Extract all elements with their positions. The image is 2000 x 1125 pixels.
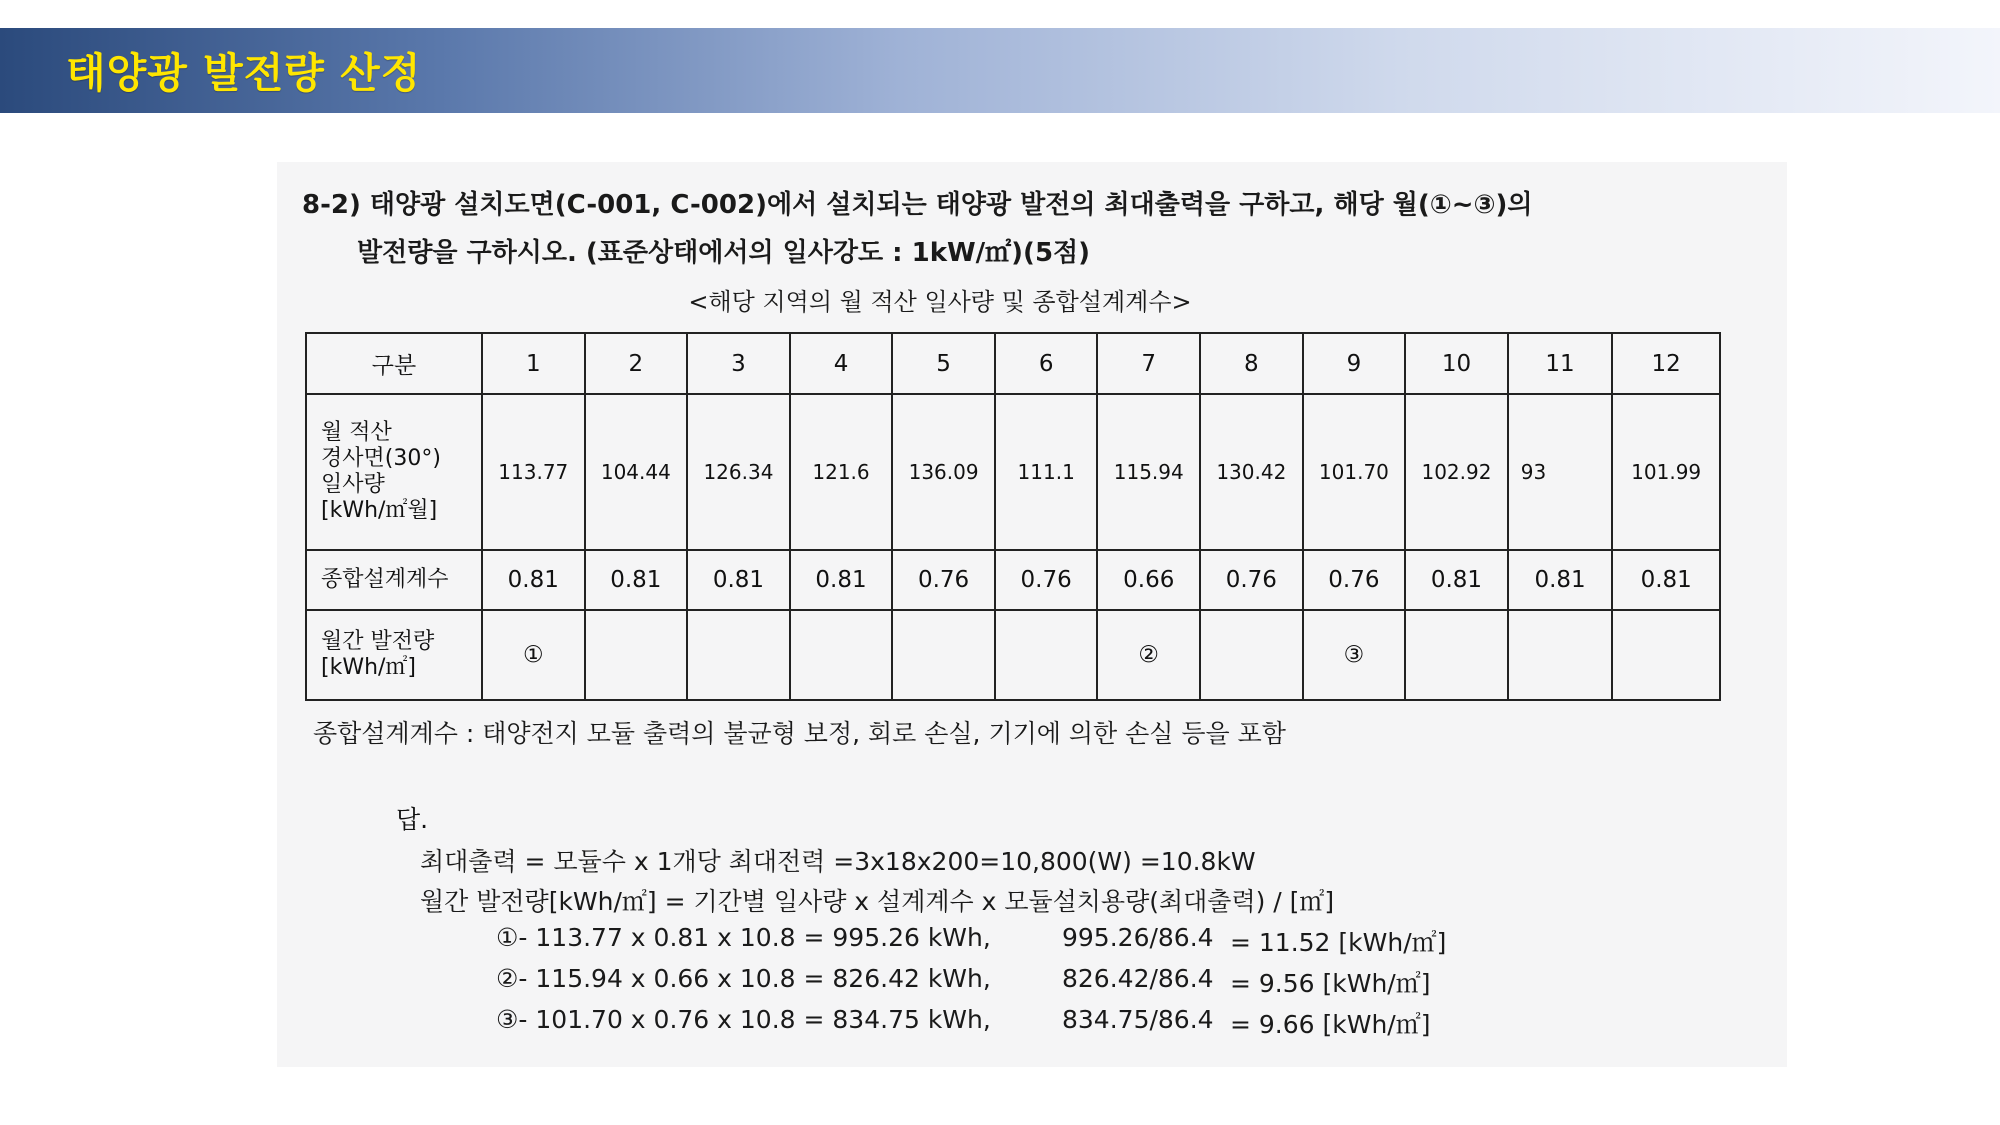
coefficient-cell: 0.81: [1612, 550, 1720, 610]
irradiance-cell: 111.1: [995, 394, 1098, 550]
calc-result: = 11.52 [kWh/㎡]: [1230, 928, 1447, 957]
header-cell: 3: [687, 333, 790, 394]
coefficient-cell: 0.81: [1508, 550, 1613, 610]
generation-label-line: [kWh/㎡]: [321, 655, 417, 680]
irradiance-cell: 121.6: [790, 394, 893, 550]
generation-label-cell: [306, 610, 482, 700]
calc-division: 826.42/86.4: [1062, 964, 1214, 993]
table-caption: [0, 282, 1960, 317]
generation-cell: [995, 610, 1098, 700]
coefficient-cell: 0.76: [892, 550, 995, 610]
header-cell: 4: [790, 333, 893, 394]
generation-cell: [1612, 610, 1720, 700]
generation-cell: [1405, 610, 1508, 700]
coefficient-label-cell: 종합설계계수: [306, 550, 482, 610]
header-cell: 6: [995, 333, 1098, 394]
generation-cell: ①: [482, 610, 585, 700]
calc-expression: ①- 113.77 x 0.81 x 10.8 = 995.26 kWh,: [496, 923, 991, 952]
calc-result: = 9.66 [kWh/㎡]: [1230, 1010, 1431, 1039]
irradiance-row: [306, 394, 1720, 550]
coefficient-cell: 0.81: [585, 550, 688, 610]
coefficient-cell: 0.81: [687, 550, 790, 610]
calc-division: 834.75/86.4: [1062, 1005, 1214, 1034]
coefficient-cell: 0.81: [1405, 550, 1508, 610]
coefficient-cell: 0.76: [1303, 550, 1406, 610]
irradiance-cell: 101.70: [1303, 394, 1406, 550]
question-line-2: 발전량을 구하시오. (표준상태에서의 일사강도 : 1kW/㎡)(5점): [357, 238, 1091, 268]
generation-cell: [585, 610, 688, 700]
table-note: 종합설계계수 : 태양전지 모듈 출력의 불균형 보정, 회로 손실, 기기에 의한 손실 등을 포함: [313, 719, 1286, 748]
irradiance-cell: 101.99: [1612, 394, 1720, 550]
calc-division: 995.26/86.4: [1062, 923, 1214, 952]
irradiance-cell: 93: [1508, 394, 1613, 550]
irradiance-cell: 126.34: [687, 394, 790, 550]
irradiance-cell: 104.44: [585, 394, 688, 550]
coefficient-cell: 0.66: [1097, 550, 1200, 610]
generation-cell: [790, 610, 893, 700]
header-cell: 10: [1405, 333, 1508, 394]
coefficient-cell: 0.76: [995, 550, 1098, 610]
page-title: 태양광 발전량 산정: [66, 49, 422, 97]
irradiance-cell: 136.09: [892, 394, 995, 550]
irradiance-label-line: 일사량: [321, 472, 385, 497]
coefficient-cell: 0.81: [790, 550, 893, 610]
generation-row: [306, 610, 1720, 700]
generation-cell: [892, 610, 995, 700]
coefficient-cell: 0.76: [1200, 550, 1303, 610]
table-caption-text: <해당 지역의 월 적산 일사량 및 종합설계계수>: [688, 288, 1192, 316]
header-cell: 구분: [306, 333, 482, 394]
question-line-1: 8-2) 태양광 설치도면(C-001, C-002)에서 설치되는 태양광 발전의 최대출력을 구하고, 해당 월(①~③)의: [302, 190, 1533, 220]
generation-cell: [1200, 610, 1303, 700]
calc-expression: ③- 101.70 x 0.76 x 10.8 = 834.75 kWh,: [496, 1005, 991, 1034]
answer-label: 답.: [396, 805, 429, 834]
irradiance-table: [305, 332, 1721, 701]
generation-cell: ③: [1303, 610, 1406, 700]
generation-cell: [687, 610, 790, 700]
irradiance-label-line: [kWh/㎡월]: [321, 498, 438, 523]
irradiance-cell: 130.42: [1200, 394, 1303, 550]
irradiance-label-line: 월 적산: [321, 420, 392, 445]
calc-result: = 9.56 [kWh/㎡]: [1230, 969, 1431, 998]
generation-label-line: 월간 발전량: [321, 629, 435, 654]
header-cell: 8: [1200, 333, 1303, 394]
irradiance-cell: 115.94: [1097, 394, 1200, 550]
header-cell: 2: [585, 333, 688, 394]
header-cell: 1: [482, 333, 585, 394]
header-cell: 12: [1612, 333, 1720, 394]
generation-cell: ②: [1097, 610, 1200, 700]
irradiance-cell: 102.92: [1405, 394, 1508, 550]
formula-line: 월간 발전량[kWh/㎡] = 기간별 일사량 x 설계계수 x 모듈설치용량(최대출력) / [㎡]: [420, 887, 1335, 916]
irradiance-label-cell: [306, 394, 482, 550]
coefficient-row: [306, 550, 1720, 610]
irradiance-label-line: 경사면(30°): [321, 446, 441, 471]
calc-expression: ②- 115.94 x 0.66 x 10.8 = 826.42 kWh,: [496, 964, 991, 993]
header-cell: 11: [1508, 333, 1613, 394]
header-cell: 7: [1097, 333, 1200, 394]
generation-cell: [1508, 610, 1613, 700]
header-cell: 9: [1303, 333, 1406, 394]
coefficient-cell: 0.81: [482, 550, 585, 610]
table-header-row: [306, 333, 1720, 394]
irradiance-cell: 113.77: [482, 394, 585, 550]
header-cell: 5: [892, 333, 995, 394]
max-output-line: 최대출력 = 모듈수 x 1개당 최대전력 =3x18x200=10,800(W) =10.8kW: [420, 847, 1256, 876]
